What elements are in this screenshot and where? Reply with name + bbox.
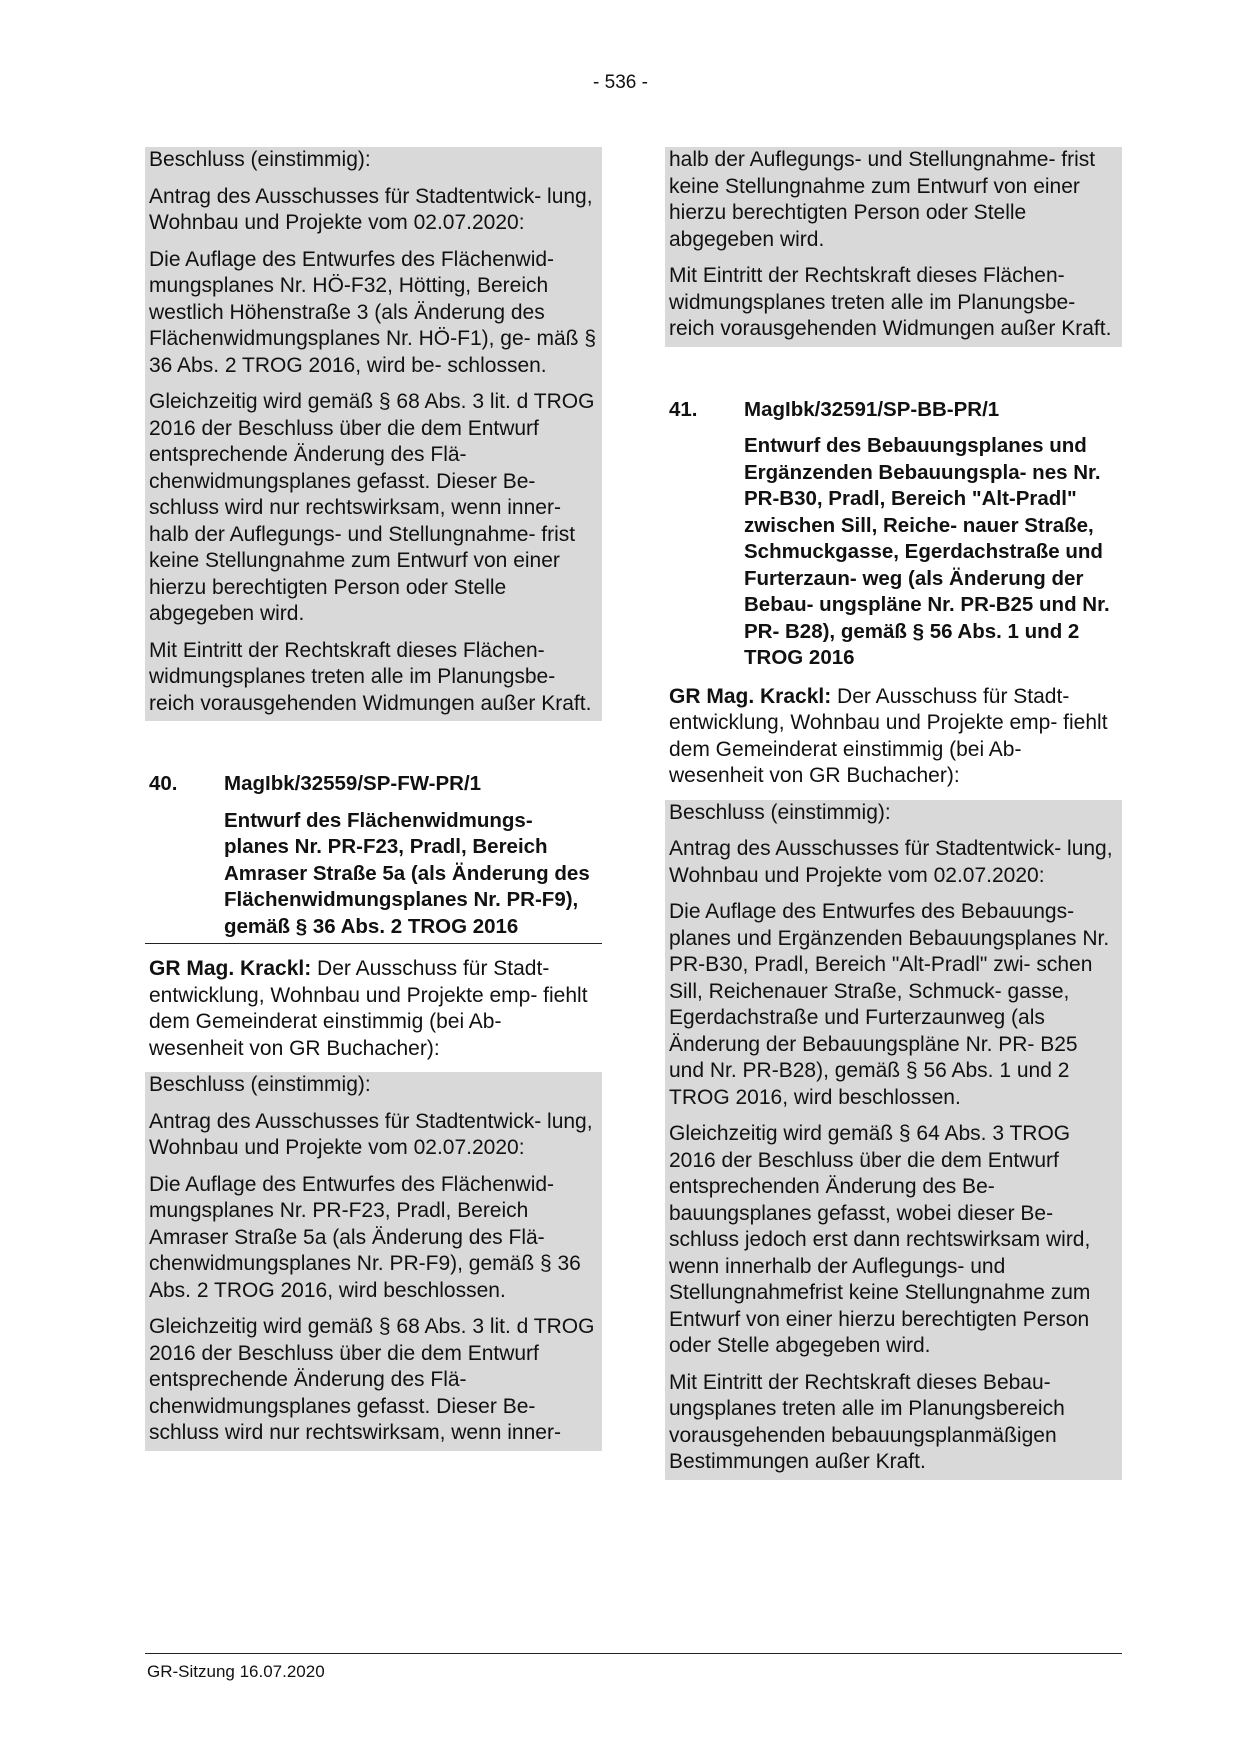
resolution-text: Mit Eintritt der Rechtskraft dieses Bebau- ungsplanes treten alle im Planungsbereich vorausgehenden bebauungsplanmäßigen Bestimmungen außer Kraft. [669,1370,1065,1473]
right-column [665,147,1122,1480]
footer-divider [145,1653,1122,1654]
resolution-block-pr-b30 [665,800,1122,1480]
speaker-name: GR Mag. Krackl: [149,957,312,980]
motion-intro: Antrag des Ausschusses für Stadtentwick- lung, Wohnbau und Projekte vom 02.07.2020: [149,1109,593,1159]
resolution-text: Gleichzeitig wird gemäß § 64 Abs. 3 TROG 2016 der Beschluss über die dem Entwurf entsprechenden Änderung des Be- bauungsplanes gefasst, wobei dieser Be- schluss jedoch erst dann rechtswirksam wird, wenn innerhalb der Auflegungs- und Stellungnahmefrist keine Stellungnahme zum Entwurf von einer hierzu berechtigten Person oder Stelle abgegeben wird. [669,1122,1091,1357]
page-number: - 536 - [593,72,648,93]
agenda-item-number: 41. [669,397,698,421]
resolution-text: Gleichzeitig wird gemäß § 68 Abs. 3 lit. d TROG 2016 der Beschluss über die dem Entwurf entsprechende Änderung des Flä- chenwidmungsplanes gefasst. Dieser Be- schluss wird nur rechtswirksam, wenn inner- halb der Auflegungs- und Stellungnahme- frist keine Stellungnahme zum Entwurf von einer hierzu berechtigten Person oder Stelle abgegeben wird. [149,390,595,625]
resolution-text: Die Auflage des Entwurfes des Bebauungs- planes und Ergänzenden Bebauungsplanes Nr. PR-B30, Pradl, Bereich "Alt-Pradl" zwi- schen Sill, Reichenauer Straße, Schmuck- gasse, Egerdachstraße und Furterzaunweg (als Änderung der Bebauungspläne Nr. PR- B25 und Nr. PR-B28), gemäß § 56 Abs. 1 und 2 TROG 2016, wird beschlossen. [669,900,1110,1109]
resolution-block-pr-f23 [145,1072,602,1451]
agenda-item-40-title: Entwurf des Flächenwidmungs- planes Nr. PR-F23, Pradl, Bereich Amraser Straße 5a (als Änderung des Flächenwidmungsplanes Nr. PR-F9), gemäß § 36 Abs. 2 TROG 2016 [145,808,602,945]
agenda-item-40-header [145,771,602,798]
resolution-heading: Beschluss (einstimmig): [149,1073,371,1096]
resolution-text: Die Auflage des Entwurfes des Flächenwid- mungsplanes Nr. HÖ-F32, Hötting, Bereich westlich Höhenstraße 3 (als Änderung des Flächenwidmungsplanes Nr. HÖ-F1), ge- mäß § 36 Abs. 2 TROG 2016, wird be- schlossen. [149,247,596,377]
agenda-item-41-title: Entwurf des Bebauungsplanes und Ergänzenden Bebauungspla- nes Nr. PR-B30, Pradl, Bereich "Alt-Pradl" zwischen Sill, Reiche- nauer Straße, Schmuckgasse, Egerdachstraße und Furterzaun- weg (als Änderung der Bebau- ungspläne Nr. PR-B25 und Nr. PR- B28), gemäß § 56 Abs. 1 und 2 TROG 2016 [744,434,1110,669]
agenda-item-reference: MagIbk/32559/SP-FW-PR/1 [224,772,482,795]
speaker-name: GR Mag. Krackl: [669,684,832,708]
motion-intro: Antrag des Ausschusses für Stadtentwick- lung, Wohnbau und Projekte vom 02.07.2020: [669,837,1113,887]
resolution-block-hoe-f32 [145,147,602,721]
resolution-text: Mit Eintritt der Rechtskraft dieses Flächen- widmungsplanes treten alle im Planungsbe- reich vorausgehenden Widmungen außer Kraft. [669,264,1112,340]
resolution-heading: Beschluss (einstimmig): [669,800,891,824]
speaker-text: Der Ausschuss für Stadt- entwicklung, Wohnbau und Projekte emp- fiehlt dem Gemeinderat einstimmig (bei Ab- wesenheit von GR Buchacher): [669,684,1108,787]
agenda-item-number: 40. [149,772,178,795]
left-column [145,147,602,1451]
resolution-text: Gleichzeitig wird gemäß § 68 Abs. 3 lit. d TROG 2016 der Beschluss über die dem Entwurf entsprechende Änderung des Flä- chenwidmungsplanes gefasst. Dieser Be- schluss wird nur rechtswirksam, wenn inner- [149,1315,595,1444]
motion-intro: Antrag des Ausschusses für Stadtentwick- lung, Wohnbau und Projekte vom 02.07.2020: [149,184,593,234]
agenda-item-41-header [665,397,1122,424]
agenda-item-reference: MagIbk/32591/SP-BB-PR/1 [744,397,1000,421]
speaker-text: Der Ausschuss für Stadt- entwicklung, Wohnbau und Projekte emp- fiehlt dem Gemeinderat einstimmig (bei Ab- wesenheit von GR Buchacher): [149,957,588,1060]
resolution-block-continued [665,147,1122,347]
speaker-statement [665,684,1122,790]
resolution-text: halb der Auflegungs- und Stellungnahme- frist keine Stellungnahme zum Entwurf von einer hierzu berechtigten Person oder Stelle abgegeben wird. [669,148,1096,251]
resolution-heading: Beschluss (einstimmig): [149,148,371,171]
resolution-text: Die Auflage des Entwurfes des Flächenwid- mungsplanes Nr. PR-F23, Pradl, Bereich Amraser Straße 5a (als Änderung des Flä- chenwidmungsplanes Nr. PR-F9), gemäß § 36 Abs. 2 TROG 2016, wird beschlossen. [149,1172,581,1302]
footer-session-date: GR-Sitzung 16.07.2020 [147,1662,325,1681]
speaker-statement [145,956,602,1062]
resolution-text: Mit Eintritt der Rechtskraft dieses Flächen- widmungsplanes treten alle im Planungsbe- reich vorausgehenden Widmungen außer Kraft. [149,638,592,715]
